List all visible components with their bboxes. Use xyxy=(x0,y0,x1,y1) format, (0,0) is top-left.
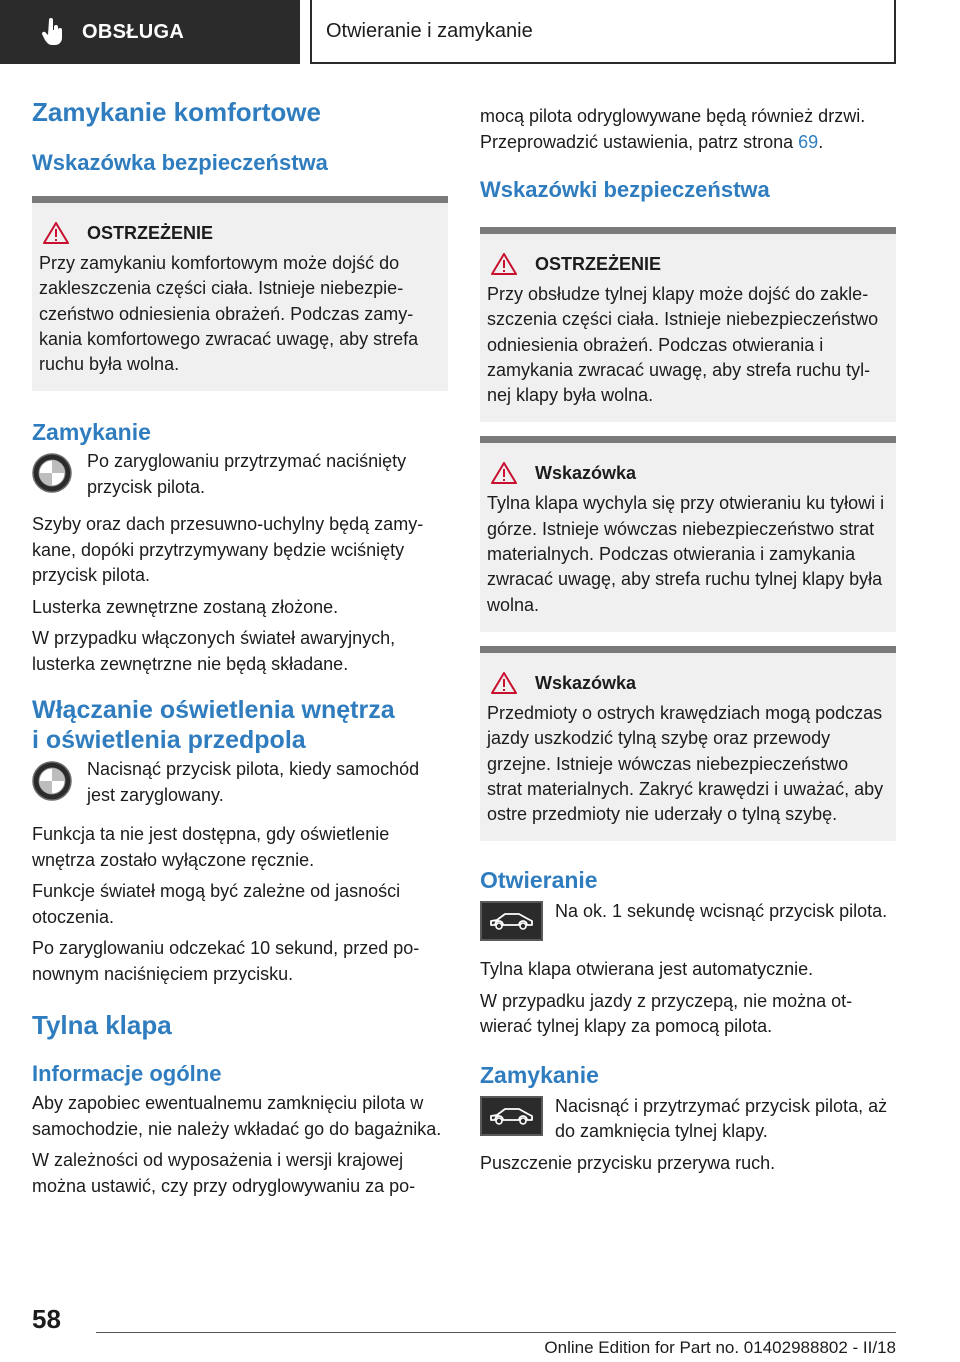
tailgate-heading: Tylna klapa xyxy=(32,1010,172,1041)
section-title: OBSŁUGA xyxy=(82,20,185,43)
right-column xyxy=(480,104,896,1176)
left-column xyxy=(32,96,448,1199)
warning-box xyxy=(32,196,448,391)
warning-triangle-icon xyxy=(491,462,517,484)
closing-step: Nacisnąć i przytrzymać przycisk pilota, aż do zamknięcia tylnej klapy. xyxy=(555,1095,888,1142)
continuation-paragraph: mocą pilota odryglowywane będą również drzwi. Przeprowadzić ustawienia, patrz strona 69. xyxy=(480,106,866,152)
closing-heading: Zamykanie xyxy=(32,419,151,446)
page-header xyxy=(0,0,960,66)
lighting-paragraph: Funkcje świateł mogą być zależne od jasności otoczenia. xyxy=(32,881,401,927)
safety-notes-heading: Wskazówki bezpieczeństwa xyxy=(480,177,770,202)
general-info-heading: Informacje ogólne xyxy=(32,1061,222,1087)
tailgate-car-icon xyxy=(480,901,543,941)
chapter-title: Otwieranie i zamykanie xyxy=(310,0,896,64)
note-label: Wskazówka xyxy=(535,463,637,484)
opening-paragraph: W przypadku jazdy z przyczepą, nie można otwierać tylnej klapy za pomocą pilota. xyxy=(480,990,853,1037)
opening-step: Na ok. 1 sekundę wcisnąć przycisk pilota. xyxy=(555,901,888,922)
closing-step: Po zaryglowaniu przytrzymać naciśnięty przycisk pilota. xyxy=(87,451,407,497)
footer-divider xyxy=(96,1332,896,1333)
comfort-closing-heading: Zamykanie komfortowe xyxy=(32,97,321,127)
bmw-remote-key-icon xyxy=(32,453,72,493)
warning-triangle-icon xyxy=(491,672,517,694)
note-text: Tylna klapa wychyla się przy otwieraniu ku tyłowi i górze. Istnieje wówczas niebezpieczeństwo strat materialnych. Podczas otwierania i zamykania zwracać uwagę, aby strefa ruchu tylnej klapy była wolna. xyxy=(487,493,885,615)
warning-triangle-icon xyxy=(491,253,517,275)
tailgate-car-icon xyxy=(480,1096,543,1136)
warning-label: OSTRZEŻENIE xyxy=(87,223,214,243)
closing-heading: Zamykanie xyxy=(480,1061,599,1088)
page-link[interactable]: 69 xyxy=(798,131,819,152)
page-footer xyxy=(0,1300,960,1362)
warning-text: Przy zamykaniu komfortowym może dojść do zakleszczenia części ciała. Istnieje niebezpieczeństwo odniesienia obrażeń. Podczas zamykania komfortowego zwracać uwagę, aby strefa ruchu była wolna. xyxy=(39,253,419,375)
closing-paragraph: Puszczenie przycisku przerywa ruch. xyxy=(480,1152,776,1173)
page-number: 58 xyxy=(32,1304,61,1334)
edition-info: Online Edition for Part no. 01402988802 - II/18 xyxy=(544,1338,896,1357)
safety-note-heading: Wskazówka bezpieczeństwa xyxy=(32,150,328,175)
note-box xyxy=(480,646,896,841)
general-paragraph: W zależności od wyposażenia i wersji krajowej można ustawić, czy przy odryglowywaniu za po- xyxy=(32,1150,416,1196)
warning-box xyxy=(480,227,896,422)
note-label: Wskazówka xyxy=(535,672,637,693)
closing-paragraph: W przypadku włączonych świateł awaryjnych, lusterka zewnętrzne nie będą składane. xyxy=(32,628,396,674)
opening-paragraph: Tylna klapa otwierana jest automatycznie. xyxy=(480,959,814,980)
hand-pointer-icon xyxy=(40,17,66,47)
lighting-step: Nacisnąć przycisk pilota, kiedy samochód jest zaryglowany. xyxy=(87,759,420,805)
opening-heading: Otwieranie xyxy=(480,867,598,894)
note-box xyxy=(480,436,896,631)
section-tab xyxy=(0,0,300,64)
note-text: Przedmioty o ostrych krawędziach mogą podczas jazdy uszkodzić tylną szybę oraz przewody grzejne. Istnieje wówczas niebezpieczeństwo strat materialnych. Zakryć krawędzi i uważać, aby ostre przedmioty nie uderzały o tylną szybę. xyxy=(487,702,884,825)
warning-label: OSTRZEŻENIE xyxy=(535,254,662,274)
general-paragraph: Aby zapobiec ewentualnemu zamknięciu pilota w samochodzie, nie należy wkładać go do bagażnika. xyxy=(32,1093,442,1139)
warning-triangle-icon xyxy=(43,222,69,244)
closing-paragraph: Szyby oraz dach przesuwno-uchylny będą zamykane, dopóki przytrzymywany będzie wciśnięty przycisk pilota. xyxy=(32,514,424,586)
lighting-paragraph: Po zaryglowaniu odczekać 10 sekund, przed ponownym naciśnięciem przycisku. xyxy=(32,938,420,984)
warning-text: Przy obsłudze tylnej klapy może dojść do zakleszczenia części ciała. Istnieje niebezpieczeństwo odniesienia obrażeń. Podczas otwierania i zamykania zwracać uwagę, aby strefa ruchu tylnej klapy była wolna. xyxy=(487,284,879,406)
interior-lighting-heading: Włączanie oświetlenia wnętrza i oświetlenia przedpola xyxy=(32,696,395,755)
lighting-paragraph: Funkcja ta nie jest dostępna, gdy oświetlenie wnętrza zostało wyłączone ręcznie. xyxy=(32,824,390,870)
bmw-remote-key-icon xyxy=(32,761,72,801)
closing-paragraph: Lusterka zewnętrzne zostaną złożone. xyxy=(32,596,339,617)
